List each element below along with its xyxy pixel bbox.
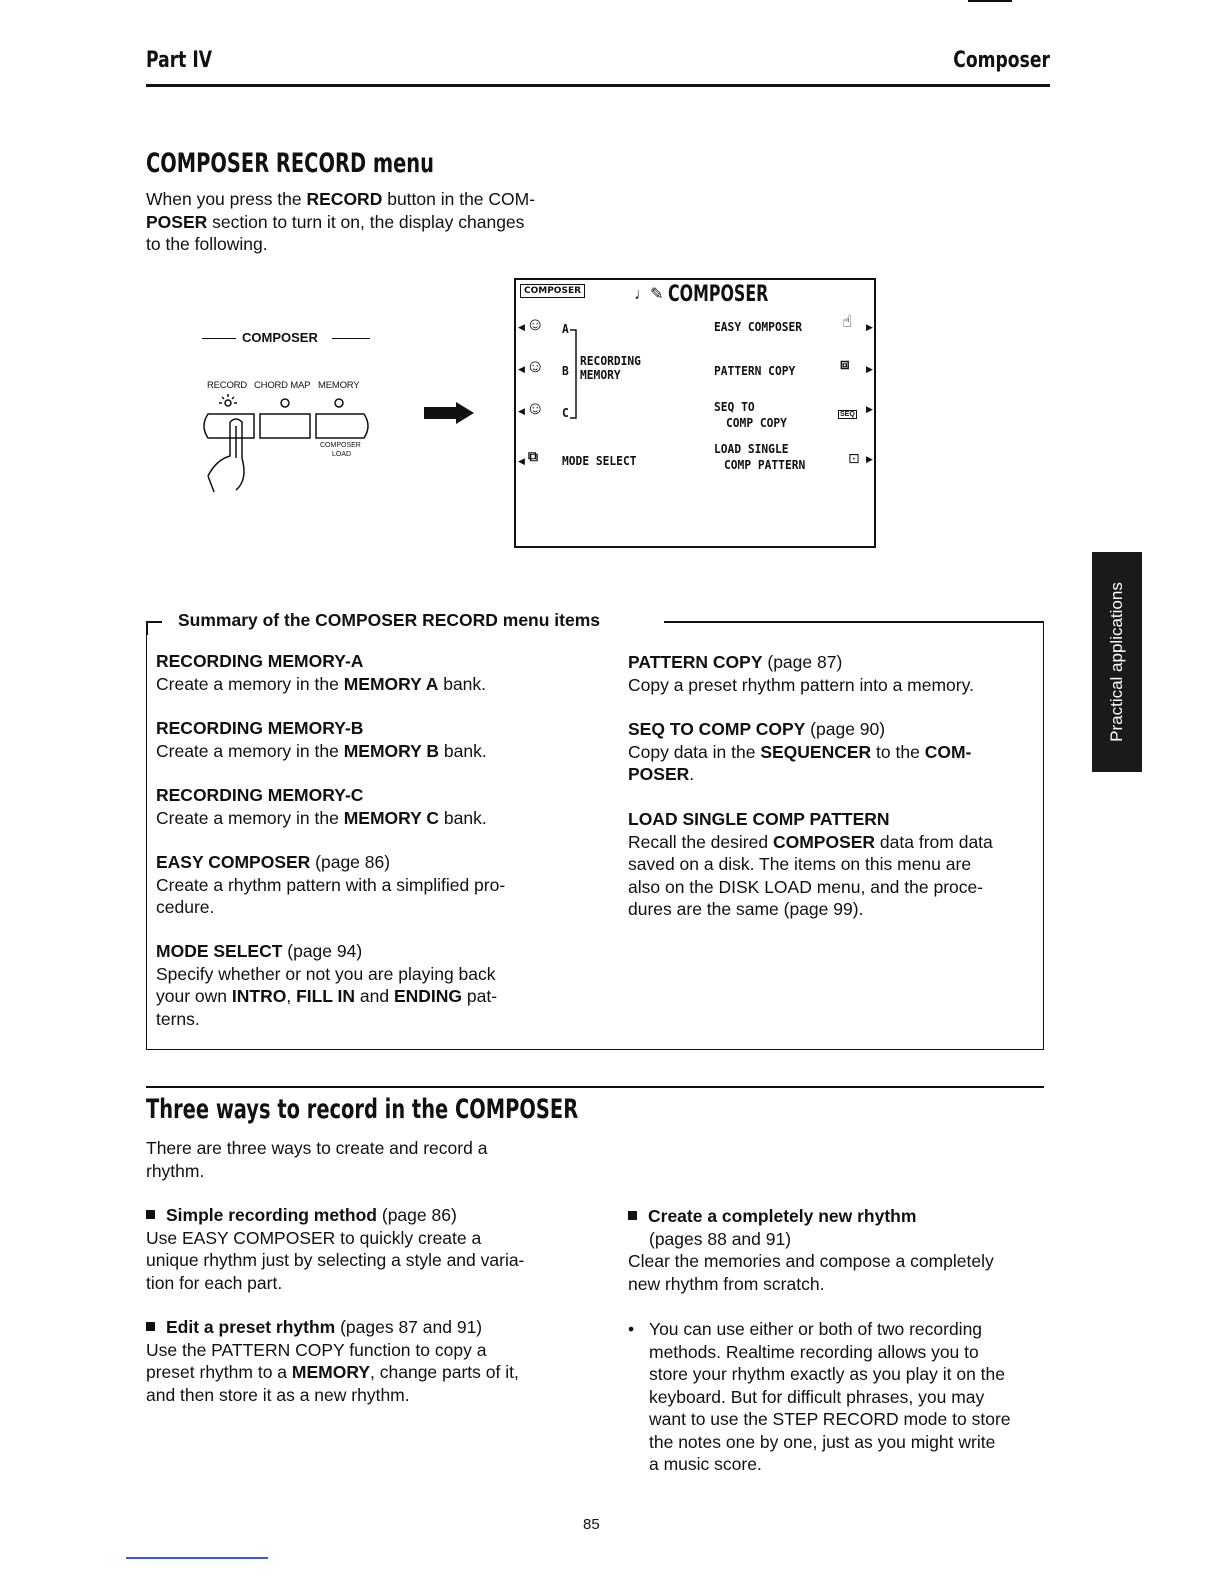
memory-c-face-icon: ☺: [526, 398, 545, 418]
bullet-square-icon: [146, 1210, 155, 1219]
lcd-arrow-seq[interactable]: ▶: [866, 404, 873, 414]
panel-sub-label-composer: COMPOSER: [320, 442, 361, 449]
lcd-arrow-a[interactable]: ◀: [518, 322, 525, 332]
panel-title: COMPOSER: [242, 330, 318, 345]
lcd-title: COMPOSER: [668, 282, 769, 307]
header-section: Composer: [953, 48, 1050, 73]
record-menu-intro: When you press the RECORD button in the COM- POSER section to turn it on, the display changes to the following.: [146, 189, 536, 254]
side-tab: [1092, 552, 1142, 772]
header-rule: [146, 84, 1050, 87]
lcd-easy-composer[interactable]: EASY COMPOSER: [714, 319, 803, 334]
three-ways-heading: Three ways to record in the COMPOSER: [146, 1094, 579, 1125]
lcd-item-c[interactable]: C: [562, 405, 569, 420]
lcd-memory-label: MEMORY: [580, 367, 621, 382]
footer-line: [126, 1557, 268, 1559]
lcd-arrow-load[interactable]: ▶: [866, 454, 873, 464]
bullet-dot-icon: •: [628, 1319, 635, 1339]
summary-item-memory-b: RECORDING MEMORY-B Create a memory in the MEMORY B bank.: [156, 718, 487, 761]
simple-recording-item: Simple recording method (page 86) Use EASY COMPOSER to quickly create a unique rhythm just by selecting a style and varia- tion for each part.: [146, 1205, 525, 1293]
panel-sub-label-load: LOAD: [332, 451, 352, 458]
summary-item-memory-c: RECORDING MEMORY-C Create a memory in the MEMORY C bank.: [156, 785, 487, 828]
lcd-arrow-b[interactable]: ◀: [518, 364, 525, 374]
three-ways-intro: There are three ways to create and record a rhythm.: [146, 1138, 488, 1181]
lcd-pattern-copy[interactable]: PATTERN COPY: [714, 363, 796, 378]
bullet-square-icon: [628, 1211, 637, 1220]
lcd-seq-to[interactable]: SEQ TO: [714, 399, 755, 414]
recording-note: • You can use either or both of two recording methods. Realtime recording allows you to store your rhythm exactly as you play it on the keyboard. But for difficult phrases, you may want to use the STEP RECORD mode to store the notes one by one, just as you might write a music score.: [628, 1319, 1011, 1474]
summary-box-topline-left: [146, 621, 162, 623]
memory-b-face-icon: ☺: [526, 356, 545, 376]
summary-item-load-single: LOAD SINGLE COMP PATTERN Recall the desired COMPOSER data from data saved on a disk. The items on this menu are also on the DISK LOAD menu, and the proce- dures are the same (page 99).: [628, 809, 993, 919]
lcd-load-single[interactable]: LOAD SINGLE: [714, 441, 789, 456]
lcd-arrow-c[interactable]: ◀: [518, 406, 525, 416]
side-tab-label: Practical applications: [1107, 582, 1126, 742]
summary-item-easy-composer: EASY COMPOSER (page 86) Create a rhythm pattern with a simplified pro- cedure.: [156, 852, 506, 917]
bullet-square-icon: [146, 1322, 155, 1331]
summary-title: Summary of the COMPOSER RECORD menu items: [170, 610, 608, 631]
lcd-recording-label: RECORDING: [580, 353, 641, 368]
header-part: Part IV: [146, 48, 213, 73]
pattern-copy-icon: ⧈: [840, 356, 850, 373]
summary-box-corner: [146, 621, 148, 635]
composer-panel-illustration: [196, 330, 376, 500]
record-menu-heading: COMPOSER RECORD menu: [146, 148, 434, 179]
mode-select-icon: ⧉: [528, 448, 538, 464]
panel-label-memory: MEMORY: [318, 380, 360, 391]
panel-label-chord-map: CHORD MAP: [254, 380, 311, 391]
panel-label-record: RECORD: [207, 380, 247, 391]
right-arrow-icon: [424, 402, 474, 424]
lcd-mode-select[interactable]: MODE SELECT: [562, 453, 637, 468]
summary-box-topline-right: [664, 621, 1044, 623]
summary-item-memory-a: RECORDING MEMORY-A Create a memory in the MEMORY A bank.: [156, 651, 487, 694]
section-rule: [146, 1086, 1044, 1088]
panel-buttons-drawing: [196, 330, 376, 500]
lcd-composer-tag: COMPOSER: [520, 284, 585, 298]
memory-a-face-icon: ☺: [526, 314, 545, 334]
lcd-arrow-mode[interactable]: ◀: [518, 456, 525, 466]
page-number: 85: [583, 1516, 600, 1533]
create-new-item: Create a completely new rhythm (pages 88 and 91) Clear the memories and compose a completely new rhythm from scratch.: [628, 1206, 994, 1294]
summary-item-seq-to-comp: SEQ TO COMP COPY (page 90) Copy data in the SEQUENCER to the COM- POSER.: [628, 719, 972, 784]
top-edge-mark: [968, 0, 1012, 2]
summary-item-mode-select: MODE SELECT (page 94) Specify whether or not you are playing back your own INTRO, FILL IN and ENDING pat- terns.: [156, 941, 498, 1029]
disk-icon: ⊡: [848, 450, 860, 466]
lcd-display: [514, 278, 876, 548]
edit-preset-item: Edit a preset rhythm (pages 87 and 91) Use the PATTERN COPY function to copy a preset rhythm to a MEMORY, change parts of it, and then store it as a new rhythm.: [146, 1317, 519, 1405]
composer-note-icon: ♩✎: [634, 286, 664, 303]
lcd-item-b[interactable]: B: [562, 363, 569, 378]
seq-icon: SEQ: [840, 411, 855, 418]
lcd-comp-copy[interactable]: COMP COPY: [726, 415, 787, 430]
easy-composer-hand-icon: ☝: [842, 312, 853, 331]
lcd-arrow-easy[interactable]: ▶: [866, 322, 873, 332]
lcd-item-a[interactable]: A: [562, 321, 569, 336]
lcd-arrow-pattern[interactable]: ▶: [866, 364, 873, 374]
lcd-comp-pattern[interactable]: COMP PATTERN: [724, 457, 806, 472]
summary-item-pattern-copy: PATTERN COPY (page 87) Copy a preset rhythm pattern into a memory.: [628, 652, 974, 695]
